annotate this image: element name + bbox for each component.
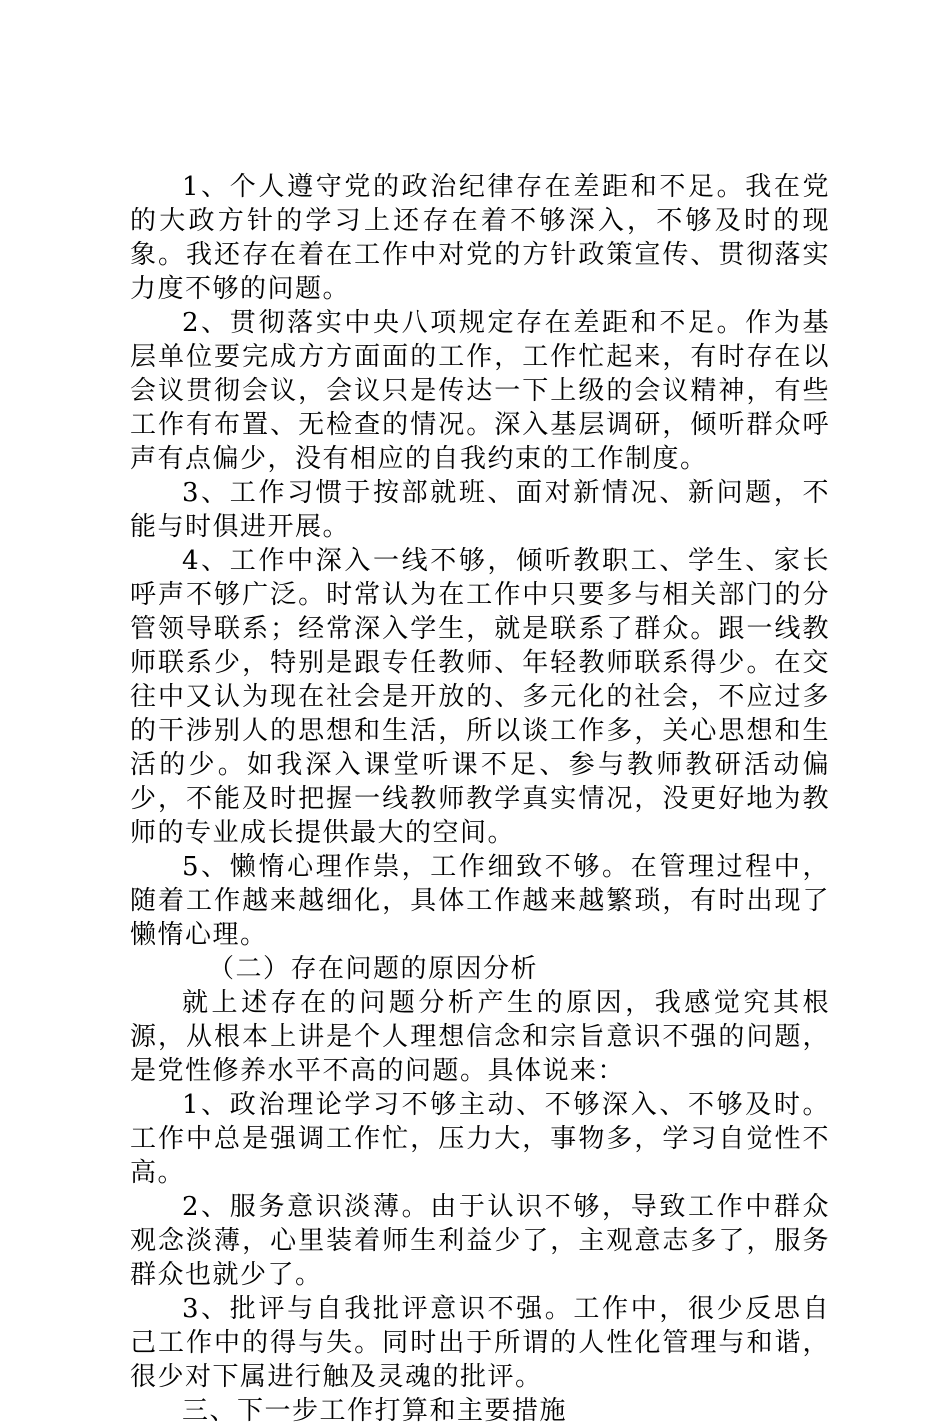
paragraph-item-1: 1、个人遵守党的政治纪律存在差距和不足。我在党的大政方针的学习上还存在着不够深入，不够及时的现象。我还存在着在工作中对党的方针政策宣传、贯彻落实力度不够的问题。 (130, 172, 830, 304)
paragraph-cause-2: 2、服务意识淡薄。由于认识不够，导致工作中群众观念淡薄，心里装着师生利益少了，主观意志多了，服务群众也就少了。 (130, 1192, 830, 1290)
section-heading-cause-analysis: （二）存在问题的原因分析 (208, 954, 539, 984)
paragraph-cause-1: 1、政治理论学习不够主动、不够深入、不够及时。工作中总是强调工作忙，压力大，事物多，学习自觉性不高。 (130, 1090, 830, 1188)
paragraph-item-4: 4、工作中深入一线不够，倾听教职工、学生、家长呼声不够广泛。时常认为在工作中只要多与相关部门的分管领导联系；经常深入学生，就是联系了群众。跟一线教师联系少，特别是跟专任教师、年轻教师联系得少。在交往中又认为现在社会是开放的、多元化的社会，不应过多的干涉别人的思想和生活，所以谈工作多，关心思想和生活的少。如我深入课堂听课不足、参与教师教研活动偏少，不能及时把握一线教师教学真实情况，没更好地为教师的专业成长提供最大的空间。 (130, 546, 830, 848)
paragraph-cause-intro: 就上述存在的问题分析产生的原因，我感觉究其根源，从根本上讲是个人理想信念和宗旨意识不强的问题，是党性修养水平不高的问题。具体说来： (130, 988, 830, 1086)
section-heading-next-steps: 三、下一步工作打算和主要措施 (182, 1396, 568, 1426)
document-body (130, 170, 830, 1428)
paragraph-item-5: 5、懒惰心理作祟，工作细致不够。在管理过程中，随着工作越来越细化，具体工作越来越繁琐，有时出现了懒惰心理。 (130, 852, 830, 950)
paragraph-item-2: 2、贯彻落实中央八项规定存在差距和不足。作为基层单位要完成方方面面的工作，工作忙起来，有时存在以会议贯彻会议，会议只是传达一下上级的会议精神，有些工作有布置、无检查的情况。深入基层调研，倾听群众呼声有点偏少，没有相应的自我约束的工作制度。 (130, 308, 830, 474)
paragraph-cause-3: 3、批评与自我批评意识不强。工作中，很少反思自己工作中的得与失。同时出于所谓的人性化管理与和谐，很少对下属进行触及灵魂的批评。 (130, 1294, 830, 1392)
paragraph-item-3: 3、工作习惯于按部就班、面对新情况、新问题，不能与时俱进开展。 (130, 478, 830, 542)
